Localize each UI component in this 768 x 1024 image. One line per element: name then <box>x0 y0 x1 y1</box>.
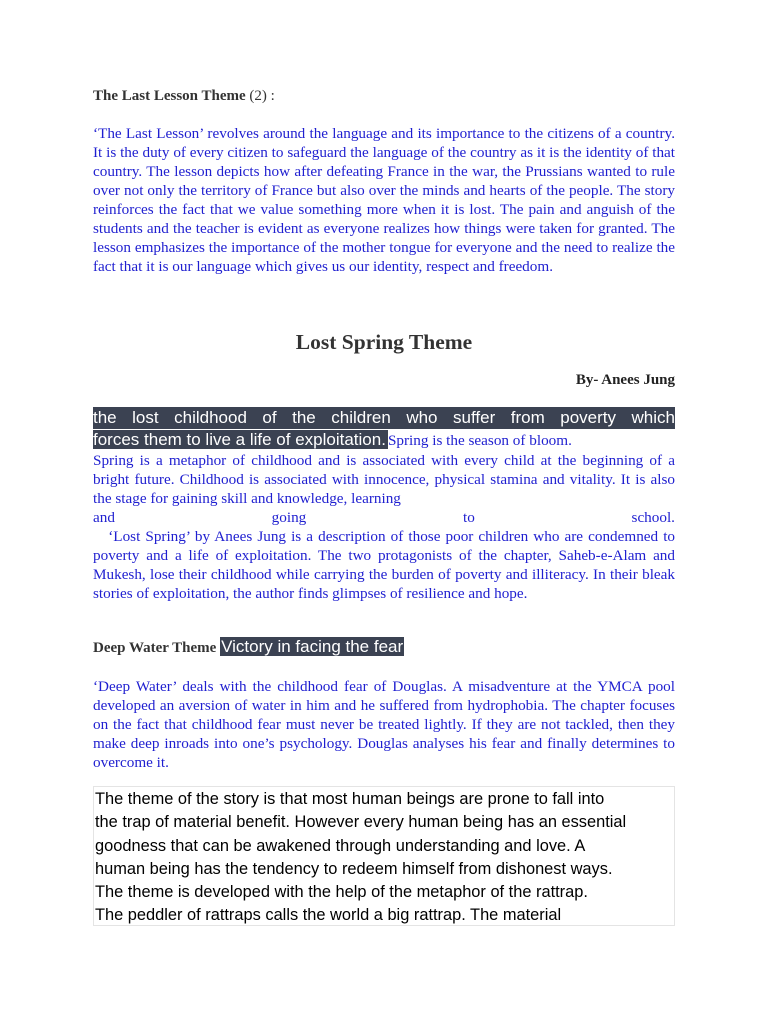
lost-spring-spread-line <box>93 508 675 527</box>
spread-word: and <box>93 509 115 526</box>
spread-word: going <box>271 509 307 526</box>
last-lesson-heading-suffix: (2) : <box>245 88 275 104</box>
lost-spring-title: Lost Spring Theme <box>295 330 473 354</box>
lost-spring-byline: By- Anees Jung <box>575 372 675 388</box>
textbox-line: The peddler of rattraps calls the world a big rattrap. The material <box>95 906 562 925</box>
rattrap-theme-textbox <box>93 786 675 926</box>
textbox-line: human being has the tendency to redeem himself from dishonest ways. <box>95 859 613 878</box>
textbox-line: The theme is developed with the help of the metaphor of the rattrap. <box>95 883 588 902</box>
highlight-line-2 <box>93 429 675 452</box>
lost-spring-paragraph <box>93 451 679 603</box>
last-lesson-paragraph: ‘The Last Lesson’ revolves around the language and its importance to the citizens of a country. It is the duty of every citizen to safeguard the language of the country as it is the identity of that country. The lesson depicts how after defeating France in the war, the Prussians wanted to rule over not only the territory of France but also over the minds and hearts of the people. The story reinforces the fact that we value something more when it is lost. The pain and anguish of the students and the teacher is evident as everyone realizes how things were taken for granted. The lesson emphasizes the importance of the mother tongue for everyone and the need to realize the fact that it is our language which gives us our identity, respect and freedom. <box>93 125 675 275</box>
deep-water-heading <box>93 636 404 658</box>
textbox-line: the trap of material benefit. However every human being has an essential <box>95 813 627 832</box>
deep-water-paragraph: ‘Deep Water’ deals with the childhood fear of Douglas. A misadventure at the YMCA pool developed an aversion of water in him and he suffered from hydrophobia. The chapter focuses on the fact that childhood fear must never be treated lightly. If they are not tackled, then they make deep inroads into one’s psychology. Douglas analyses his fear and finally determines to overcome it. <box>93 678 675 771</box>
last-lesson-heading <box>93 88 275 105</box>
highlight-line-1: the lost childhood of the children who suffer from poverty which <box>93 408 675 427</box>
textbox-line: goodness that can be awakened through understanding and love. A <box>95 836 586 855</box>
spread-word: to <box>462 509 475 526</box>
lost-spring-highlight-block <box>93 407 675 452</box>
lost-spring-paragraph-a: Spring is a metaphor of childhood and is associated with every child at the beginning of a bright future. Childhood is associated with innocence, physical stamina and vitality. It is also the stage for gaining skill and knowledge, learning <box>93 452 675 507</box>
lost-spring-paragraph-b: ‘Lost Spring’ by Anees Jung is a description of those poor children who are condemned to poverty and a life of exploitation. The two protagonists of the chapter, Saheb-e-Alam and Mukesh, lose their childhood while carrying the burden of poverty and illiteracy. In their bleak stories of exploitation, the author finds glimpses of resilience and hope. <box>93 528 679 602</box>
deep-water-highlight: Victory in facing the fear <box>221 637 404 656</box>
highlight-text-2: forces them to live a life of exploitation. <box>93 430 386 449</box>
spread-word: school. <box>631 509 675 526</box>
last-lesson-heading-title: The Last Lesson Theme <box>93 88 246 104</box>
textbox-line: The theme of the story is that most human beings are prone to fall into <box>95 790 605 808</box>
spring-bloom-text: Spring is the season of bloom. <box>387 432 572 449</box>
deep-water-heading-title: Deep Water Theme <box>93 640 217 656</box>
